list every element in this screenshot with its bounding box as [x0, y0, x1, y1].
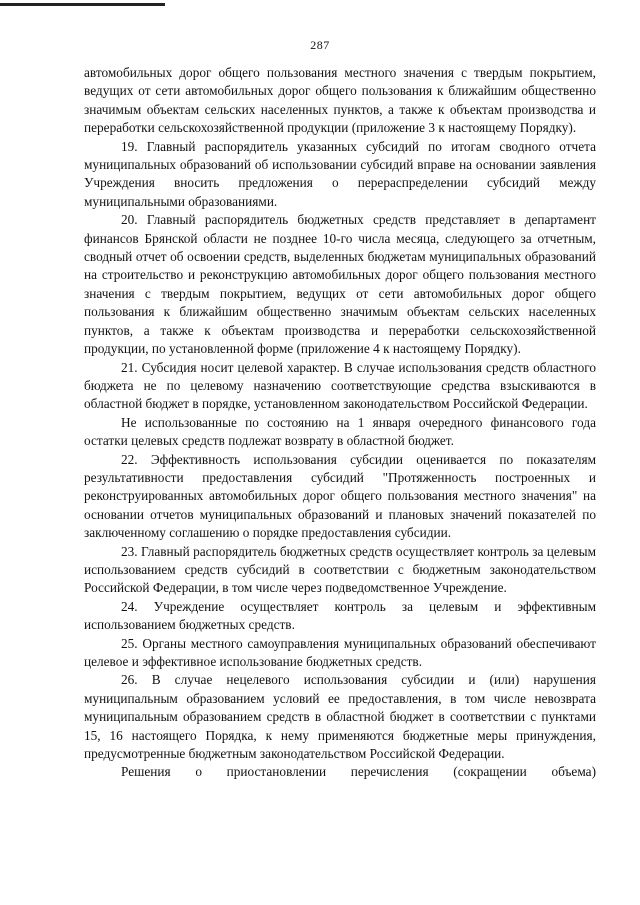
top-rule [0, 3, 165, 6]
page-number: 287 [310, 38, 330, 52]
paragraph-decisions: Решения о приостановлении перечисления (сокращении объема) [121, 764, 596, 780]
paragraph-continuation: автомобильных дорог общего пользования местного значения с твердым покрытием, ведущих от сети автомобильных дорог общего пользования к ближайшим общественно значимым объектам сельских населенных пунктов, а также к объектам производства и переработки сельскохозяйственной продукции (приложение 3 к настоящему Порядку). [84, 65, 596, 136]
paragraph-24: 24. Учреждение осуществляет контроль за целевым и эффективным использованием бюджетных средств. [84, 598, 596, 633]
paragraph-22: 22. Эффективность использования субсидии оценивается по показателям результативности предоставления субсидий "Протяженность построенных и реконструированных автомобильных дорог общего пользования местного значения" на основании отчетов муниципальных образований и плановых значений показателей по заключенному соглашению о порядке предоставления субсидии. [84, 451, 596, 541]
document-body [84, 64, 596, 782]
paragraph-21: 21. Субсидия носит целевой характер. В случае использования средств областного бюджета не по целевому назначению соответствующие средства взыскиваются в областной бюджет в порядке, установленном законодательством Российской Федерации. [84, 359, 596, 412]
paragraph-20: 20. Главный распорядитель бюджетных средств представляет в департамент финансов Брянской области не позднее 10-го числа месяца, следующего за отчетным, сводный отчет об освоении средств, выделенных бюджетам муниципальных образований на строительство и реконструкцию автомобильных дорог общего пользования местного значения с твердым покрытием, ведущих от сети автомобильных дорог общего пользования к ближайшим общественно значимым объектам сельских населенных пунктов, а также к объектам производства и переработки сельскохозяйственной продукции, по установленной форме (приложение 4 к настоящему Порядку). [84, 212, 596, 357]
paragraph-26: 26. В случае нецелевого использования субсидии и (или) нарушения муниципальным образованием условий ее предоставления, в том числе невозврата муниципальным образованием средств в областной бюджет в соответствии с пунктами 15, 16 настоящего Порядка, к нему применяются бюджетные меры принуждения, предусмотренные бюджетным законодательством Российской Федерации. [84, 672, 596, 762]
paragraph-25: 25. Органы местного самоуправления муниципальных образований обеспечивают целевое и эффективное использование бюджетных средств. [84, 635, 596, 669]
paragraph-23: 23. Главный распорядитель бюджетных средств осуществляет контроль за целевым использованием средств субсидий в соответствии с бюджетным законодательством Российской Федерации, в том числе через подведомственное Учреждение. [84, 543, 596, 596]
paragraph-unused-funds: Не использованные по состоянию на 1 января очередного финансового года остатки целевых средств подлежат возврату в областной бюджет. [84, 414, 596, 449]
paragraph-19: 19. Главный распорядитель указанных субсидий по итогам сводного отчета муниципальных образований об использовании субсидий вправе на основании заявления Учреждения вносить предложения о перераспределении субсидий между муниципальными образованиями. [84, 138, 596, 209]
